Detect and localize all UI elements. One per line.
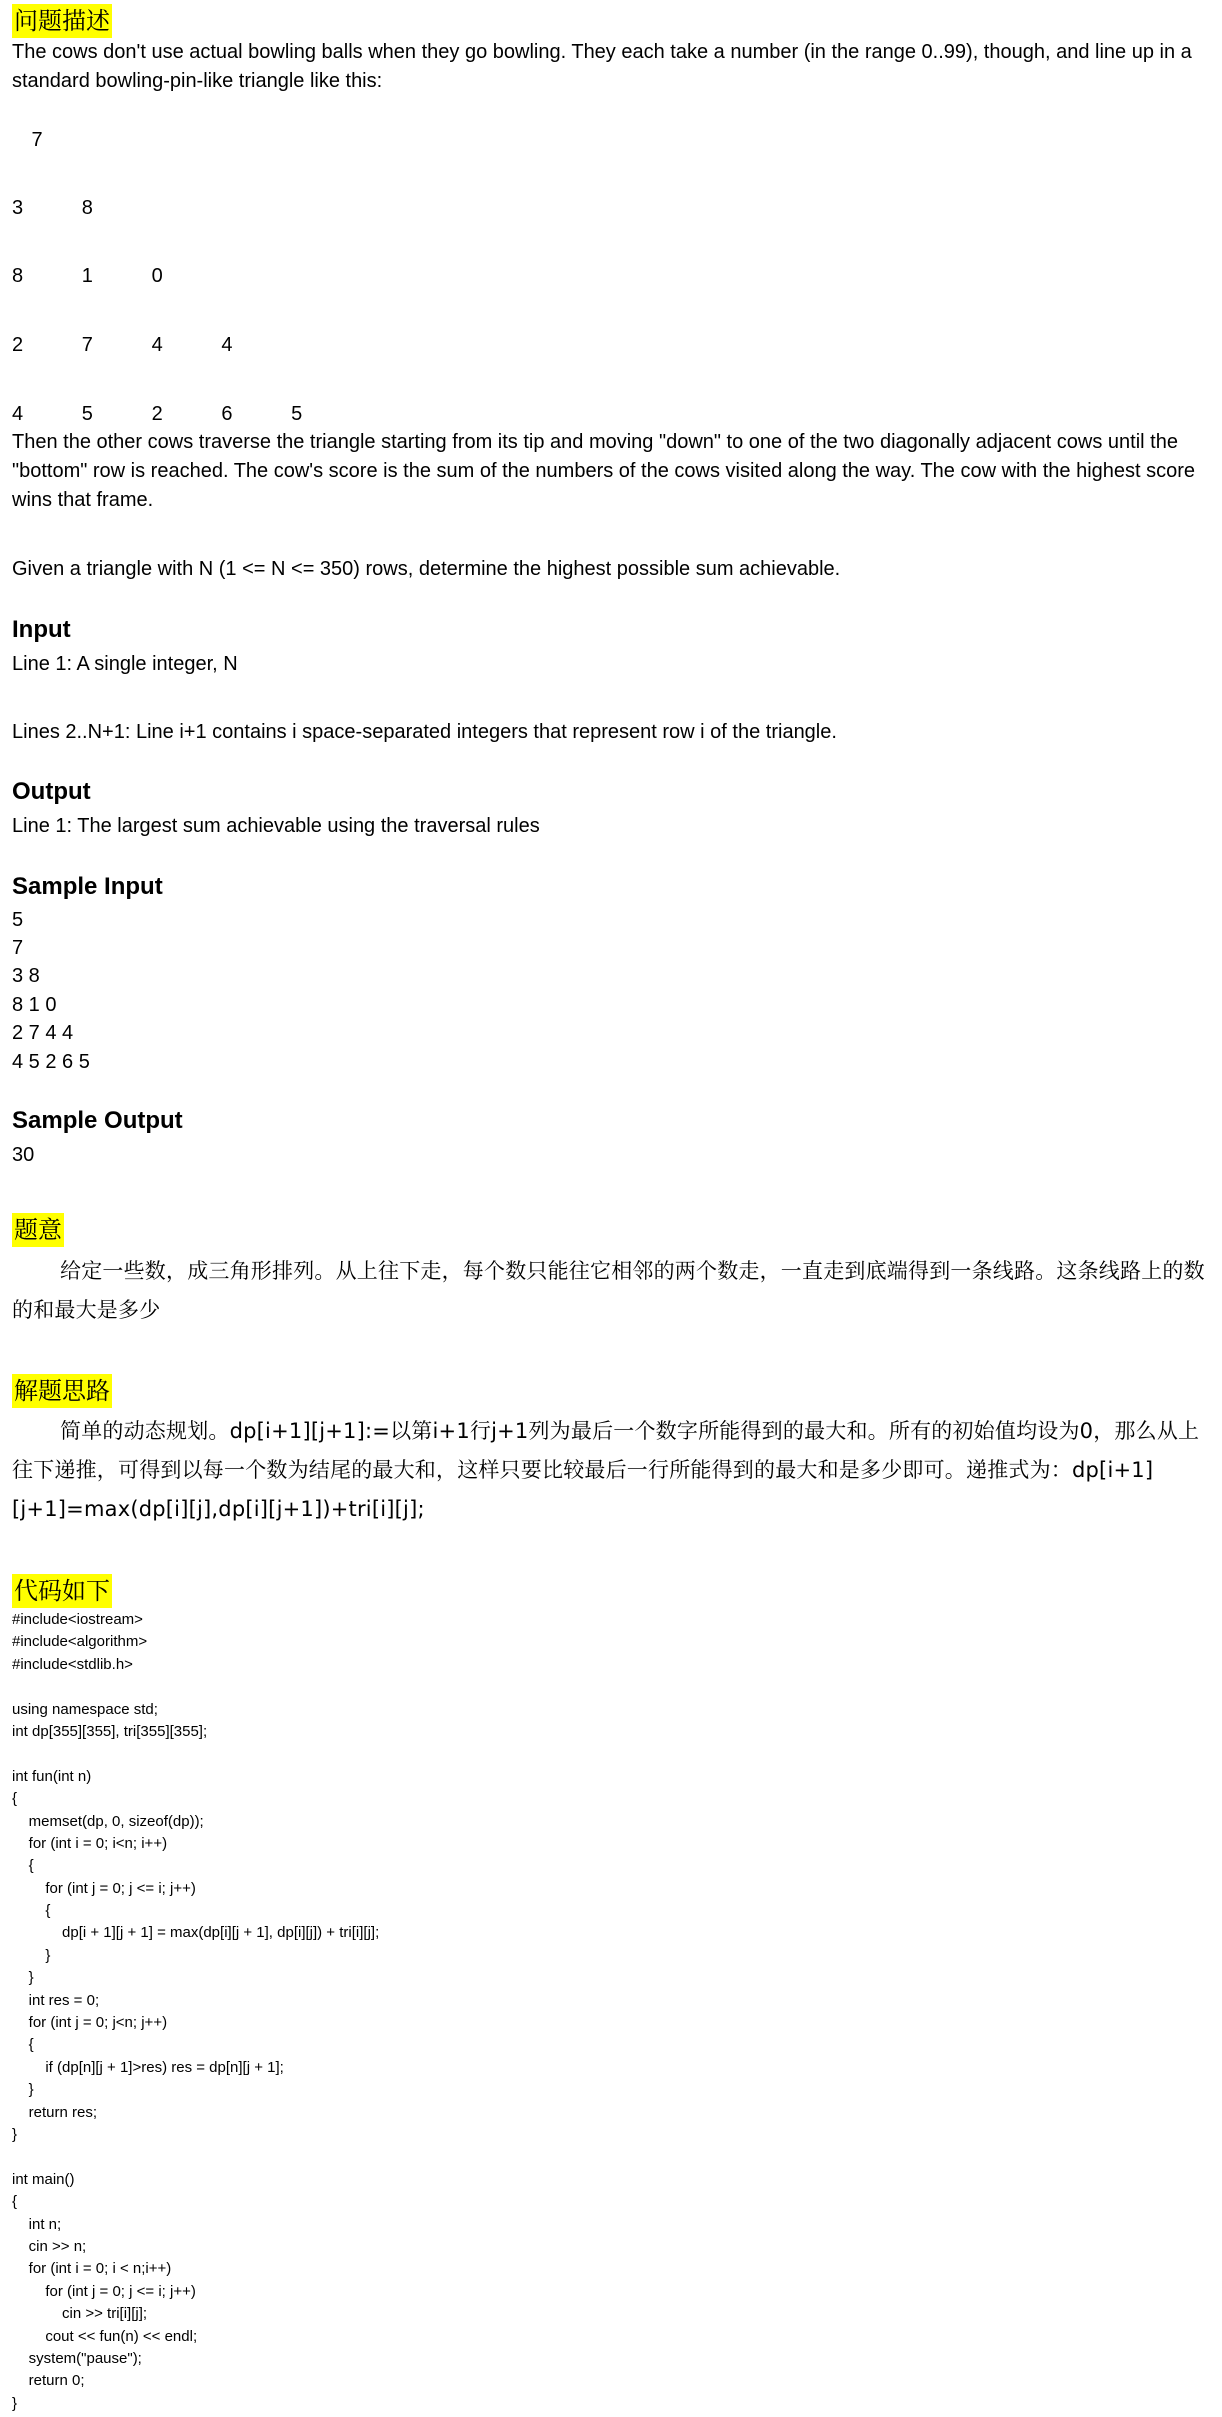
code-line: #include<stdlib.h> <box>12 1655 133 1673</box>
problem-given: Given a triangle with N (1 <= N <= 350) rows, determine the highest possible sum achievable. <box>12 558 841 580</box>
sample-output-value: 30 <box>12 1144 35 1166</box>
triangle-row-4: 2 7 4 4 <box>12 334 233 356</box>
input-line-2: Lines 2..N+1: Line i+1 contains i space-separated integers that represent row i of the triangle. <box>12 721 837 743</box>
sample-input-line: 2 7 4 4 <box>12 1022 74 1044</box>
heading-input: Input <box>12 616 71 643</box>
triangle-row-5: 4 5 2 6 5 <box>12 403 303 425</box>
meaning-text: 给定一些数，成三角形排列。从上往下走，每个数只能往它相邻的两个数走，一直走到底端得到一条线路。这条线路上的数的和最大是多少 <box>12 1259 1205 1322</box>
code-line: cin >> n; <box>12 2237 87 2255</box>
sample-input-line: 3 8 <box>12 965 40 987</box>
code-line: memset(dp, 0, sizeof(dp)); <box>12 1812 204 1830</box>
code-line: } <box>12 2394 18 2412</box>
code-line: { <box>12 2193 18 2211</box>
heading-approach: 解题思路 <box>12 1374 112 1408</box>
code-line: int res = 0; <box>12 1991 100 2009</box>
code-line: } <box>12 1969 34 1987</box>
code-line: return res; <box>12 2103 98 2121</box>
code-line: using namespace std; <box>12 1700 158 1718</box>
code-line: { <box>12 1902 51 1920</box>
code-line: for (int i = 0; i < n;i++) <box>12 2260 172 2278</box>
code-line: cout << fun(n) << endl; <box>12 2327 198 2345</box>
code-block <box>12 1609 379 2415</box>
code-line: for (int j = 0; j<n; j++) <box>12 2014 168 2032</box>
input-line-1: Line 1: A single integer, N <box>12 653 238 675</box>
code-line: { <box>12 1790 18 1808</box>
code-line: int fun(int n) <box>12 1767 92 1785</box>
code-line: } <box>12 2125 18 2143</box>
approach-text: 简单的动态规划。dp[i+1][j+1]:=以第i+1行j+1列为最后一个数字所能得到的最大和。所有的初始值均设为0，那么从上往下递推，可得到以每一个数为结尾的最大和，这样只要比较最后一行所能得到的最大和是多少即可。递推式为：dp[i+1][j+1]=max(dp[i][j],dp[i][j+1])+tri[i][j]; <box>12 1419 1200 1521</box>
heading-meaning: 题意 <box>12 1213 64 1247</box>
heading-problem-description: 问题描述 <box>12 4 112 38</box>
output-line-1: Line 1: The largest sum achievable using the traversal rules <box>12 815 540 837</box>
code-line: for (int j = 0; j <= i; j++) <box>12 1879 196 1897</box>
code-line: #include<iostream> <box>12 1611 143 1628</box>
problem-intro: The cows don't use actual bowling balls when they go bowling. They each take a number (in the range 0..99), though, and line up in a standard bowling-pin-like triangle like this: <box>12 41 1198 92</box>
code-line: system("pause"); <box>12 2349 142 2367</box>
code-line: { <box>12 1857 34 1875</box>
code-line: { <box>12 2036 34 2054</box>
code-line: if (dp[n][j + 1]>res) res = dp[n][j + 1]; <box>12 2058 284 2076</box>
code-line: #include<algorithm> <box>12 1633 148 1651</box>
code-line: } <box>12 1946 51 1964</box>
triangle-row-3: 8 1 0 <box>12 265 163 287</box>
sample-input-line: 8 1 0 <box>12 994 57 1016</box>
code-line: int n; <box>12 2215 62 2233</box>
code-line: for (int i = 0; i<n; i++) <box>12 1834 168 1852</box>
triangle-row-2: 3 8 <box>12 197 93 219</box>
sample-input-line: 4 5 2 6 5 <box>12 1051 90 1073</box>
code-line: int main() <box>12 2170 75 2188</box>
heading-sample-output: Sample Output <box>12 1107 183 1134</box>
code-line <box>12 1743 379 1765</box>
problem-traverse: Then the other cows traverse the triangle starting from its tip and moving "down" to one of the two diagonally adjacent cows until the "bottom" row is reached. The cow's score is the sum of the numbers of the cows visited along the way. The cow with the highest score wins that frame. <box>12 431 1201 511</box>
code-line: int dp[355][355], tri[355][355]; <box>12 1722 208 1740</box>
code-line: for (int j = 0; j <= i; j++) <box>12 2282 196 2300</box>
heading-code: 代码如下 <box>12 1574 112 1608</box>
code-line <box>12 2146 379 2168</box>
triangle-row-1: 7 <box>12 129 43 151</box>
heading-output: Output <box>12 778 91 805</box>
code-line: dp[i + 1][j + 1] = max(dp[i][j + 1], dp[i][j]) + tri[i][j]; <box>12 1924 380 1942</box>
code-line: } <box>12 2081 34 2099</box>
heading-sample-input: Sample Input <box>12 873 163 900</box>
code-line: return 0; <box>12 2372 85 2390</box>
sample-input-line: 5 <box>12 909 24 931</box>
sample-input-line: 7 <box>12 937 24 959</box>
code-line: cin >> tri[i][j]; <box>12 2305 148 2323</box>
code-line <box>12 1676 379 1698</box>
